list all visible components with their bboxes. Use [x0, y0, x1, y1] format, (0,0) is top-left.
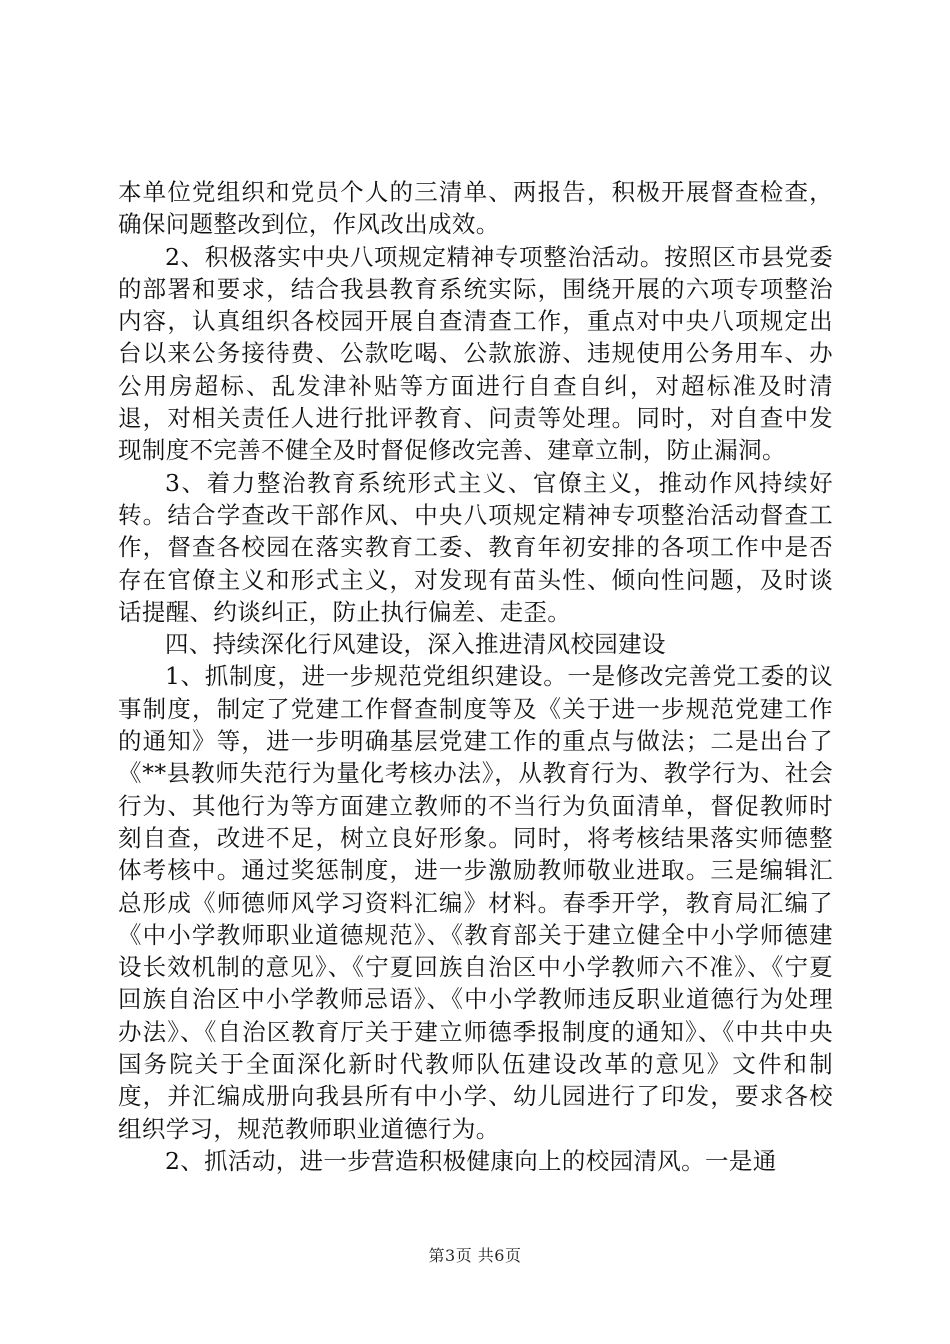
- paragraph-1: 本单位党组织和党员个人的三清单、两报告，积极开展督查检查，确保问题整改到位，作风改出成效。: [118, 178, 833, 239]
- paragraph-3: 3、着力整治教育系统形式主义、官僚主义，推动作风持续好转。结合学查改干部作风、中央八项规定精神专项整治活动督查工作，督查各校园在落实教育工委、教育年初安排的各项工作中是否存在官僚主义和形式主义，对发现有苗头性、倾向性问题，及时谈话提醒、约谈纠正，防止执行偏差、走歪。: [118, 468, 833, 626]
- paragraph-5: 1、抓制度，进一步规范党组织建设。一是修改完善党工委的议事制度，制定了党建工作督查制度等及《关于进一步规范党建工作的通知》等，进一步明确基层党建工作的重点与做法；二是出台了《**县教师失范行为量化考核办法》，从教育行为、教学行为、社会行为、其他行为等方面建立教师的不当行为负面清单，督促教师时刻自查，改进不足，树立良好形象。同时，将考核结果落实师德整体考核中。通过奖惩制度，进一步激励教师敬业进取。三是编辑汇总形成《师德师风学习资料汇编》材料。春季开学，教育局汇编了《中小学教师职业道德规范》、《教育部关于建立健全中小学师德建设长效机制的意见》、《宁夏回族自治区中小学教师六不准》、《宁夏回族自治区中小学教师忌语》、《中小学教师违反职业道德行为处理办法》、《自治区教育厅关于建立师德季报制度的通知》、《中共中央国务院关于全面深化新时代教师队伍建设改革的意见》文件和制度，并汇编成册向我县所有中小学、幼儿园进行了印发，要求各校组织学习，规范教师职业道德行为。: [118, 662, 833, 1143]
- paragraph-2: 2、积极落实中央八项规定精神专项整治活动。按照区市县党委的部署和要求，结合我县教育系统实际，围绕开展的六项专项整治内容，认真组织各校园开展自查清查工作，重点对中央八项规定出台以来公务接待费、公款吃喝、公款旅游、违规使用公务用车、办公用房超标、乱发津补贴等方面进行自查自纠，对超标准及时清退，对相关责任人进行批评教育、问责等处理。同时，对自查中发现制度不完善不健全及时督促修改完善、建章立制，防止漏洞。: [118, 242, 833, 465]
- document-body: [118, 176, 833, 1177]
- page-footer: [0, 1243, 950, 1266]
- paragraph-6: 2、抓活动，进一步营造积极健康向上的校园清风。一是通: [165, 1146, 777, 1175]
- section-heading-4: 四、持续深化行风建设，深入推进清风校园建设: [165, 630, 666, 659]
- page-number: 第3页 共6页: [428, 1246, 522, 1265]
